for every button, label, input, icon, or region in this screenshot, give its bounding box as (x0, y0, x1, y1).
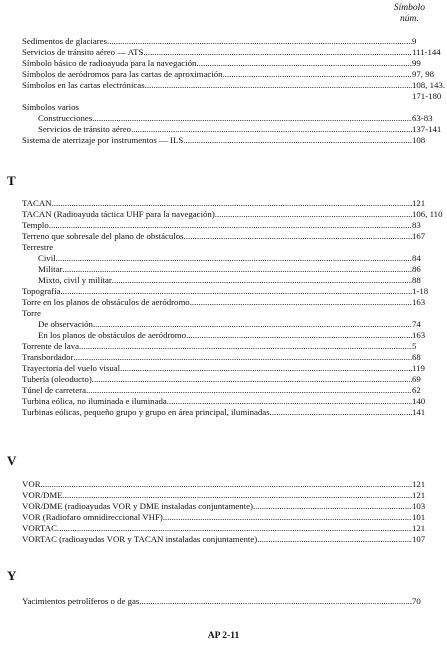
entry-label: Torrente de lava (22, 341, 80, 351)
entry-symbol-number: 101 (412, 512, 426, 522)
entry-label: VORTAC (radioayudas VOR y TACAN instaladas conjuntamente) (22, 534, 258, 544)
leader-dots (107, 36, 412, 47)
index-entry (22, 58, 425, 69)
leader-dots (92, 374, 412, 385)
entry-label: Templo (22, 220, 49, 230)
entry-label-cell (22, 91, 412, 102)
entry-label-cell (22, 69, 412, 80)
entry-label: VOR/DME (radioayudas VOR y DME instaladas conjuntamente) (22, 501, 253, 511)
leader-dots (215, 209, 412, 220)
index-entry (22, 385, 425, 396)
leader-dots (92, 113, 412, 124)
leader-dots (79, 341, 412, 352)
entry-label-cell (22, 220, 412, 231)
page-footer: AP 2-11 (207, 631, 240, 641)
leader-dots (22, 91, 412, 102)
leader-dots (223, 69, 412, 80)
entry-symbol-number: 63-83 (412, 113, 433, 123)
index-entry (22, 198, 425, 209)
entry-symbol-number: 62 (412, 385, 421, 395)
leader-dots (270, 407, 412, 418)
entry-label-cell (22, 534, 412, 545)
entry-label: Turbinas eólicas, pequeño grupo y grupo en área principal, iluminadas (22, 407, 270, 417)
section-letter-v: V (7, 453, 17, 468)
entry-symbol-number: 1-18 (412, 286, 429, 296)
entry-label-cell (22, 396, 412, 407)
entry-symbol-number: 163 (412, 330, 426, 340)
leader-dots (79, 102, 412, 113)
entry-symbol-number: 121 (412, 479, 426, 489)
section-s (22, 36, 445, 146)
leader-dots (184, 231, 412, 242)
entry-symbol-number: 88 (412, 275, 421, 285)
entry-symbol-number: 108 (412, 135, 426, 145)
entry-label-cell (22, 113, 412, 124)
entry-label: TACAN (Radioayuda táctica UHF para la navegación) (22, 209, 215, 219)
entry-label-cell (22, 80, 412, 91)
leader-dots (253, 501, 412, 512)
entry-label: Servicios de tránsito aéreo — ATS (22, 47, 144, 57)
entry-label: Símbolos de aeródromos para las cartas de aproximación (22, 69, 223, 79)
index-entry (22, 286, 429, 297)
leader-dots (196, 58, 412, 69)
entry-label: Símbolos varios (22, 102, 79, 112)
entry-symbol-number: 121 (412, 523, 426, 533)
entry-symbol-number: 119 (412, 363, 425, 373)
index-entry (22, 47, 441, 58)
index-entry (22, 69, 434, 80)
leader-dots (62, 264, 412, 275)
entry-label: En los planos de obstáculos de aeródromo (38, 330, 187, 340)
entry-label-cell (22, 253, 412, 264)
leader-dots (86, 385, 412, 396)
index-entry (22, 231, 425, 242)
entry-label: VOR (Radiofaro omnidireccional VHF) (22, 512, 163, 522)
index-entry (22, 275, 425, 286)
section-v (22, 479, 425, 545)
index-entry (22, 501, 425, 512)
index-entry (22, 363, 425, 374)
entry-label: Mixto, civil y militar (38, 275, 112, 285)
entry-symbol-number: 69 (412, 374, 421, 384)
entry-symbol-number: 163 (412, 297, 426, 307)
entry-label: Transbordador (22, 352, 74, 362)
entry-label: Símbolo básico de radioayuda para la navegación (22, 58, 197, 68)
entry-label: Militar (38, 264, 63, 274)
leader-dots (145, 80, 412, 91)
entry-symbol-number: 121 (412, 198, 426, 208)
index-entry (22, 36, 425, 47)
entry-label-cell (22, 135, 412, 146)
section-y (22, 596, 425, 607)
entry-label: Construcciones (38, 113, 93, 123)
entry-symbol-number: 84 (412, 253, 421, 263)
entry-symbol-number: 106, 110 (412, 209, 443, 219)
entry-symbol-number: 141 (412, 407, 426, 417)
entry-symbol-number: 86 (412, 264, 421, 274)
entry-label-cell (22, 319, 412, 330)
entry-label: VOR (22, 479, 41, 489)
section-t (22, 198, 443, 418)
entry-symbol-number: 70 (412, 596, 421, 606)
entry-label: Servicios de tránsito aéreo (38, 124, 132, 134)
entry-label: Terrestre (22, 242, 54, 252)
leader-dots (131, 124, 412, 135)
leader-dots (120, 363, 412, 374)
leader-dots (56, 253, 412, 264)
leader-dots (93, 319, 412, 330)
entry-label: VORTAC (22, 523, 57, 533)
leader-dots (73, 352, 412, 363)
index-entry (22, 80, 445, 91)
entry-symbol-number: 167 (412, 231, 426, 241)
entry-symbol-number: 171-180 (412, 91, 442, 101)
leader-dots (163, 512, 412, 523)
entry-label-cell (22, 363, 412, 374)
entry-label: Yacimientos petrolíferos o de gas (22, 596, 140, 606)
entry-symbol-number: 9 (412, 36, 417, 46)
index-entry (22, 124, 442, 135)
entry-symbol-number: 99 (412, 58, 421, 68)
entry-label-cell (22, 124, 412, 135)
index-entry (22, 91, 442, 102)
entry-label-cell (22, 385, 412, 396)
entry-label: Civil (38, 253, 56, 263)
entry-label-cell (22, 231, 412, 242)
entry-label-cell (22, 596, 412, 607)
entry-symbol-number: 68 (412, 352, 421, 362)
entry-label: Turbina eólica, no iluminada e iluminada (22, 396, 167, 406)
leader-dots (183, 135, 412, 146)
index-entry (22, 308, 425, 319)
column-header (394, 3, 425, 25)
leader-dots (63, 490, 412, 501)
entry-label: Torre (22, 308, 41, 318)
entry-label: Topografía (22, 286, 61, 296)
index-entry (22, 253, 425, 264)
entry-label-cell (22, 102, 412, 113)
entry-label-cell (22, 198, 412, 209)
index-entry (22, 341, 425, 352)
entry-symbol-number: 121 (412, 490, 426, 500)
entry-label: De observación (38, 319, 93, 329)
entry-symbol-number: 74 (412, 319, 421, 329)
header-symbol: Símbolo (393, 3, 425, 13)
entry-symbol-number: 107 (412, 534, 426, 544)
index-entry (22, 374, 425, 385)
entry-label: Trayectoria del vuelo visual (22, 363, 121, 373)
entry-label-cell (22, 352, 412, 363)
entry-label: TACAN (22, 198, 52, 208)
index-entry (22, 264, 425, 275)
entry-label-cell (22, 275, 412, 286)
entry-label: Sistema de aterrizaje por instrumentos — ILS (22, 135, 184, 145)
leader-dots (49, 220, 412, 231)
index-entry (22, 242, 425, 253)
entry-label-cell (22, 264, 412, 275)
entry-label-cell (22, 479, 412, 490)
index-entry (22, 407, 425, 418)
index-entry (22, 534, 425, 545)
entry-label-cell (22, 209, 412, 220)
entry-label-cell (22, 47, 412, 58)
leader-dots (257, 534, 412, 545)
index-entry (22, 330, 425, 341)
entry-label-cell (22, 286, 412, 297)
index-entry (22, 596, 425, 607)
leader-dots (143, 47, 412, 58)
entry-label-cell (22, 330, 412, 341)
entry-symbol-number: 111-144 (412, 47, 441, 57)
leader-dots (190, 297, 412, 308)
header-num: núm. (400, 14, 419, 24)
entry-label-cell (22, 297, 412, 308)
index-entry (22, 319, 425, 330)
index-entry (22, 297, 425, 308)
entry-label: Símbolos en las cartas electrónicas (22, 80, 145, 90)
entry-label-cell (22, 512, 412, 523)
entry-label: Sedimentos de glaciares (22, 36, 108, 46)
entry-label-cell (22, 407, 412, 418)
index-entry (22, 523, 425, 534)
entry-symbol-number: 137-141 (412, 124, 442, 134)
entry-label-cell (22, 374, 412, 385)
section-letter-t: T (7, 173, 16, 188)
section-letter-y: Y (7, 568, 17, 583)
index-entry (22, 220, 425, 231)
leader-dots (41, 308, 412, 319)
entry-symbol-number: 140 (412, 396, 426, 406)
entry-label-cell (22, 36, 412, 47)
index-entry (22, 135, 425, 146)
entry-symbol-number: 97, 98 (412, 69, 434, 79)
leader-dots (139, 596, 412, 607)
leader-dots (57, 523, 412, 534)
leader-dots (167, 396, 412, 407)
entry-label-cell (22, 58, 412, 69)
leader-dots (53, 242, 412, 253)
entry-symbol-number: 83 (412, 220, 421, 230)
leader-dots (60, 286, 412, 297)
index-entry (22, 396, 425, 407)
entry-symbol-number: 5 (412, 341, 417, 351)
index-entry (22, 209, 443, 220)
leader-dots (112, 275, 412, 286)
entry-label-cell (22, 501, 412, 512)
index-entry (22, 113, 433, 124)
entry-label-cell (22, 523, 412, 534)
entry-label: Túnel de carretera (22, 385, 86, 395)
entry-label-cell (22, 490, 412, 501)
leader-dots (52, 198, 412, 209)
entry-label: Tubería (oleoducto) (22, 374, 92, 384)
entry-symbol-number: 108, 143. (412, 80, 445, 90)
entry-label: Torre en los planos de obstáculos de aeródromo (22, 297, 190, 307)
index-entry (22, 352, 425, 363)
index-entry (22, 479, 425, 490)
leader-dots (41, 479, 412, 490)
index-entry (22, 512, 425, 523)
leader-dots (186, 330, 412, 341)
entry-symbol-number: 103 (412, 501, 426, 511)
entry-label-cell (22, 242, 412, 253)
entry-label-cell (22, 308, 412, 319)
index-entry (22, 102, 425, 113)
entry-label-cell (22, 341, 412, 352)
entry-label: Terreno que sobresale del plano de obstáculos (22, 231, 184, 241)
index-entry (22, 490, 425, 501)
entry-label: VOR/DME (22, 490, 63, 500)
